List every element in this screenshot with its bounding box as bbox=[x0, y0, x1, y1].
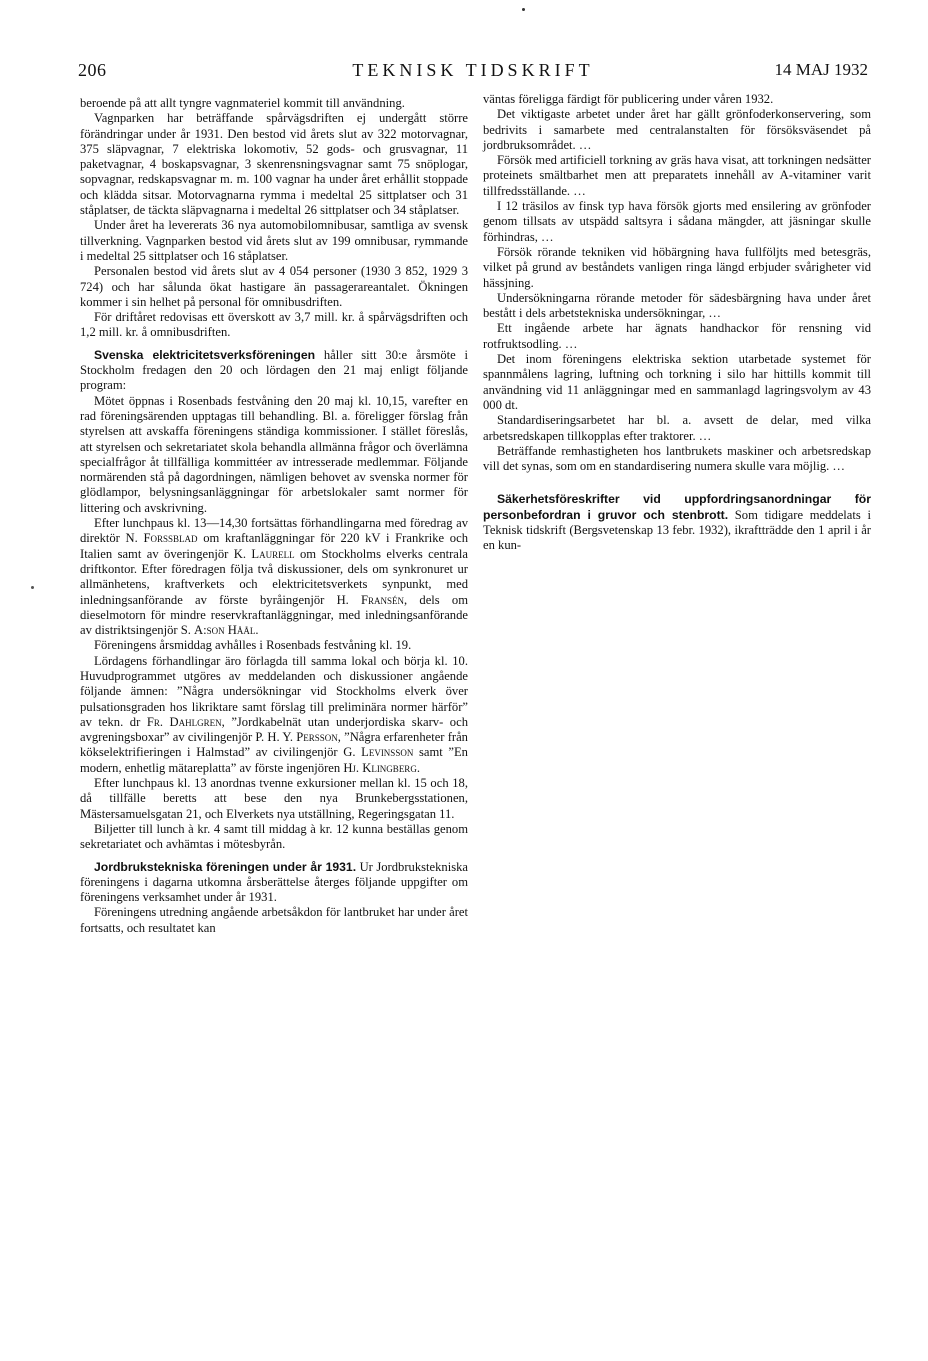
section-paragraph bbox=[80, 860, 468, 906]
section-lead: Som tidigare meddelats i Teknisk tidskrift (Bergsvetenskap 13 febr. 1932), ikraftträdde den 1 april i år en kun- bbox=[483, 507, 871, 553]
paragraph: Biljetter till lunch à kr. 4 samt till middag à kr. 12 kunna beställas genom sekretariatet och avhämtas i mötesbyrån. bbox=[80, 821, 468, 852]
person-name: Forssblad bbox=[143, 531, 198, 546]
paragraph: beroende på att allt tyngre vagnmateriel kommit till användning. bbox=[80, 96, 405, 110]
print-speck bbox=[31, 586, 34, 589]
section-lead: håller sitt 30:e årsmöte i Stockholm fredagen den 20 och lördagen den 21 maj enligt följande program: bbox=[80, 347, 469, 393]
text-run: samt ”En modern, enhetlig mätareplatta” av förste ingenjören bbox=[80, 745, 468, 775]
paragraph: För driftåret redovisas ett överskott av 3,7 mill. kr. å spårvägsdriften och 1,2 mill. kr. å omnibusdriften. bbox=[80, 310, 468, 340]
paragraph: Det viktigaste arbetet under året har gällt grönfoderkonservering, som bedrivits i samarbete med centralanstalten för försöksväsendet på jordbruksområdet. … bbox=[483, 107, 871, 152]
paragraph: Beträffande remhastigheten hos lantbrukets maskiner och arbetsredskap vill det synas, som om en standardisering numera skulle vara möjlig. … bbox=[483, 443, 871, 474]
paragraph: Det inom föreningens elektriska sektion utarbetade systemet för spannmålens lagring, luftning och torkning i silo har hittills kommit till användning vid 11 anläggningar med en sammanlagd lagringsvolym av 43 000 dt. bbox=[483, 352, 871, 412]
person-name: Fr. Dahlgren bbox=[146, 714, 222, 729]
right-column bbox=[483, 92, 871, 554]
text-run: Efter lunchpaus kl. 13—14,30 fortsättas förhandlingarna med föredrag av direktör N. bbox=[80, 516, 468, 546]
section-lead: Ur Jordbrukstekniska föreningens i dagarna utkomna årsberättelse återges följande uppgifter om föreningens verksamhet under år 1931. bbox=[80, 859, 469, 905]
person-name: Fransén bbox=[361, 592, 405, 607]
paragraph: Mötet öppnas i Rosenbads festvåning den 20 maj kl. 10,15, varefter en rad föreningsärenden upptagas till behandling. Bl. a. föreligger förslag från styrelsen att avskaffa föreningens ständiga kommissioner. I stället föreslås, att styrelsen och sekretariatet skola behandla allmänna frågor och överlämna specialfrågor åt tillfälliga kommittéer av intresserade medlemmar. Följande normärenden stå på dagordningen, nämligen behovet av svenska normer för glödlampor, belysningsanläggningar för arbetslokaler samt normer för littering och avskrivning. bbox=[80, 393, 468, 515]
text-run: om Stockholms elverks centrala driftkontor. Efter föredragen följa två diskussioner, dels om synkronuret ur allmänhetens, kraftverkets och elektricitetsverkets synpunkt, med inledningsanförande av förste byråingenjör H. bbox=[80, 546, 468, 607]
paragraph: Personalen bestod vid årets slut av 4 054 personer (1930 3 852, 1929 3 724) och har sålunda ökat hastigare än passagerareantalet. Ökningen kommer i sin helhet på personal för omnibusdriften. bbox=[80, 264, 468, 309]
print-speck bbox=[522, 8, 525, 11]
paragraph: Undersökningarna rörande metoder för sädesbärgning hava under året bestått i dels arbetstekniska undersökningar, … bbox=[483, 290, 871, 321]
page-number: 206 bbox=[78, 60, 107, 80]
paragraph: Standardiseringsarbetet har bl. a. avsett de delar, med vilka arbetsredskapen tillkopplas efter traktorer. … bbox=[483, 413, 871, 443]
text-run: . bbox=[416, 760, 420, 775]
paragraph: Ett ingående arbete har ägnats handhackor för rensning vid rotfruktsodling. … bbox=[483, 321, 871, 351]
paragraph: väntas föreligga färdigt för publicering under våren 1932. bbox=[483, 92, 774, 106]
paragraph bbox=[80, 654, 468, 776]
person-name: Hj. Klingberg bbox=[343, 760, 417, 775]
section-heading: Jordbrukstekniska föreningen under år 1931. bbox=[94, 859, 357, 874]
text-run: . bbox=[255, 623, 259, 638]
journal-title: TEKNISK TIDSKRIFT bbox=[352, 60, 594, 80]
paragraph: Föreningens utredning angående arbetsåkdon för lantbruket har under året fortsatts, och resultatet kan bbox=[80, 905, 468, 935]
text-run: om kraftanläggningar för 220 kV i Frankrike och Italien samt av överingenjör K. bbox=[80, 531, 468, 561]
paragraph: Efter lunchpaus kl. 13 anordnas tvenne exkursioner mellan kl. 15 och 18, då tillfälle beretts att bese den nya Brunkebergsstationen, Mästersamuelsgatan 21, och Elverkets nya utställning, Regeringsgatan 11. bbox=[80, 776, 468, 821]
section-paragraph bbox=[483, 492, 871, 553]
person-name: Persson bbox=[296, 730, 338, 745]
paragraph: Försök med artificiell torkning av gräs hava visat, att torkningen nedsätter proteinets smältbarhet men att preparatets innehåll av A-vitaminer varit tillfredsställande. … bbox=[483, 153, 871, 198]
person-name: Levinsson bbox=[361, 745, 414, 760]
paragraph: Föreningens årsmiddag avhålles i Rosenbads festvåning kl. 19. bbox=[94, 638, 412, 653]
section-heading: Säkerhetsföreskrifter vid uppfordringsanordningar för personbefordran i gruvor och stenbrott. bbox=[483, 492, 871, 522]
text-run: , dels om dieselmotorn för mindre reservkraftanläggningar, med inledningsanförande av distriktsingenjör S. bbox=[80, 592, 468, 638]
section-heading: Svenska elektricitetsverksföreningen bbox=[94, 347, 316, 362]
left-column bbox=[80, 96, 468, 936]
text-run: , ”Några erfarenheter från kökselektrifieringen i Halmstad” av civilingenjör G. bbox=[80, 730, 468, 760]
section-paragraph bbox=[80, 348, 468, 394]
person-name: A:son Håål bbox=[194, 623, 256, 638]
paragraph: Vagnparken har beträffande spårvägsdriften ej undergått större förändringar under år 1931. Den bestod vid årets slut av 322 motorvagnar, 375 släpvagnar, 7 elektriska lokomotiv, 52 gods- och grusvagnar, 11 paketvagnar, 4 boskapsvagnar, 3 skenrensningsvagnar samt 75 snöplogar, sopvagnar, redskapsvagnar m. m. 100 vagnar ha under året erhållit stoppade och klädda sitsar. Motorvagnarna rymma i medeltal 25 sittplatser och 31 ståplatser, de täckta släpvagnarna i medeltal 26 sittplatser och 34 ståplatser. bbox=[80, 111, 468, 218]
issue-date: 14 MAJ 1932 bbox=[774, 60, 868, 79]
person-name: Laurell bbox=[251, 546, 295, 561]
page-header bbox=[78, 60, 868, 86]
paragraph bbox=[80, 516, 468, 638]
paragraph: I 12 träsilos av finsk typ hava försök gjorts med ensilering av grönfoder genom tillsats av utspädd saltsyra i sådana mängder, att jäsningar skulle förhindras, … bbox=[483, 199, 871, 244]
paragraph: Under året ha levererats 36 nya automobilomnibusar, samtliga av svensk tillverkning. Vagnparken bestod vid årets slut av 199 omnibusar, rymmande i medeltal 25 sittplatser och 16 ståplatser. bbox=[80, 218, 468, 263]
text-run: , ”Jordkabelnät utan underjordiska skarv- och avgreningsboxar” av civilingenjör P. H. Y. bbox=[80, 714, 468, 745]
paragraph: Försök rörande tekniken vid höbärgning hava fullföljts med betesgräs, vilket på grund av beståndets vanligen ringa längd erbjuder svårigheter vid hässjning. bbox=[483, 244, 871, 290]
text-run: Lördagens förhandlingar äro förlagda till samma lokal och börja kl. 10. Huvudprogrammet utgöres av meddelanden och diskussioner angående följande ämnen: ”Några undersökningar vid Stockholms elverk över pulsationsgraden hos likriktare samt förslag till preliminära normer härför” av tekn. dr bbox=[80, 653, 468, 729]
